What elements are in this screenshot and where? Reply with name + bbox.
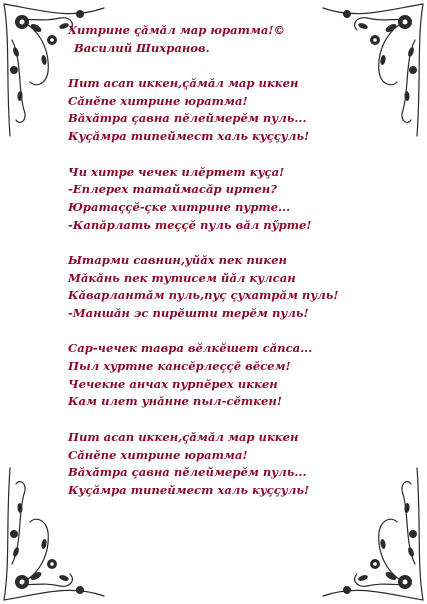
- poem-line: Пит асап иккен,ҫӑмӑл мар иккен: [68, 76, 299, 91]
- poem-line: -Еплерех татаймасӑр иртен?: [68, 182, 278, 197]
- poem-author: Василий Шихранов.: [74, 40, 210, 55]
- stanza-1: [68, 75, 368, 146]
- poem-line: Кӑварлантӑм пуль,пуҫ ҫухатрӑм пуль!: [68, 288, 339, 303]
- poem-line: Куҫӑмра типеймест халь куҫҫуль!: [68, 129, 310, 144]
- poem-line: Ытарми савнин,уйӑх пек пикен: [68, 252, 287, 267]
- poem-line: Юратаҫҫӗ-ҫке хитрине пурте...: [68, 199, 291, 214]
- poem-line: Чечекне анчах пурпӗрех иккен: [68, 376, 278, 391]
- stanza-2: [68, 164, 368, 235]
- stanza-gap: [68, 411, 368, 429]
- poem-line: Куҫӑмра типеймест халь куҫҫуль!: [68, 482, 310, 497]
- poem-line: -Маншӑн эс пирӗшти терӗм пуль!: [68, 306, 309, 320]
- poem-line: Сар-чечек тавра вӗлкӗшет сӑпса...: [68, 341, 313, 356]
- poem-line: Мӑкӑнь пек тутисем йӑл кулсан: [68, 270, 296, 285]
- stanza-gap: [68, 234, 368, 252]
- poem-line: Сӑнӗпе хитрине юратма!: [68, 93, 248, 108]
- stanza-gap: [68, 146, 368, 164]
- stanza-5: [68, 429, 368, 500]
- stanza-gap: [68, 323, 368, 341]
- poem-line: -Капӑрлать теҫҫӗ пуль вӑл пӳрте!: [68, 217, 312, 232]
- stanza-4: [68, 340, 368, 411]
- poem-line: Пит асап иккен,ҫӑмӑл мар иккен: [68, 429, 299, 444]
- poem-title: Хитрине ҫӑмӑл мар юратма!©: [68, 23, 286, 37]
- poem-line: Вӑхӑтра ҫавна пӗлеймерӗм пуль...: [68, 465, 307, 480]
- poem-line: Чи хитре чечек илӗртет куҫа!: [68, 164, 285, 179]
- poem-line: Пыл хуртне кансӗрлеҫҫӗ вӗсем!: [68, 359, 291, 374]
- poem-line: Сӑнӗпе хитрине юратма!: [68, 447, 248, 462]
- stanza-3: [68, 252, 368, 323]
- poem-line: Кам илет унӑнне пыл-сӗткен!: [68, 394, 282, 409]
- poem-line: Вӑхӑтра ҫавна пӗлеймерӗм пуль...: [68, 111, 307, 126]
- poem-body: [68, 22, 368, 500]
- stanza-gap: [68, 57, 368, 75]
